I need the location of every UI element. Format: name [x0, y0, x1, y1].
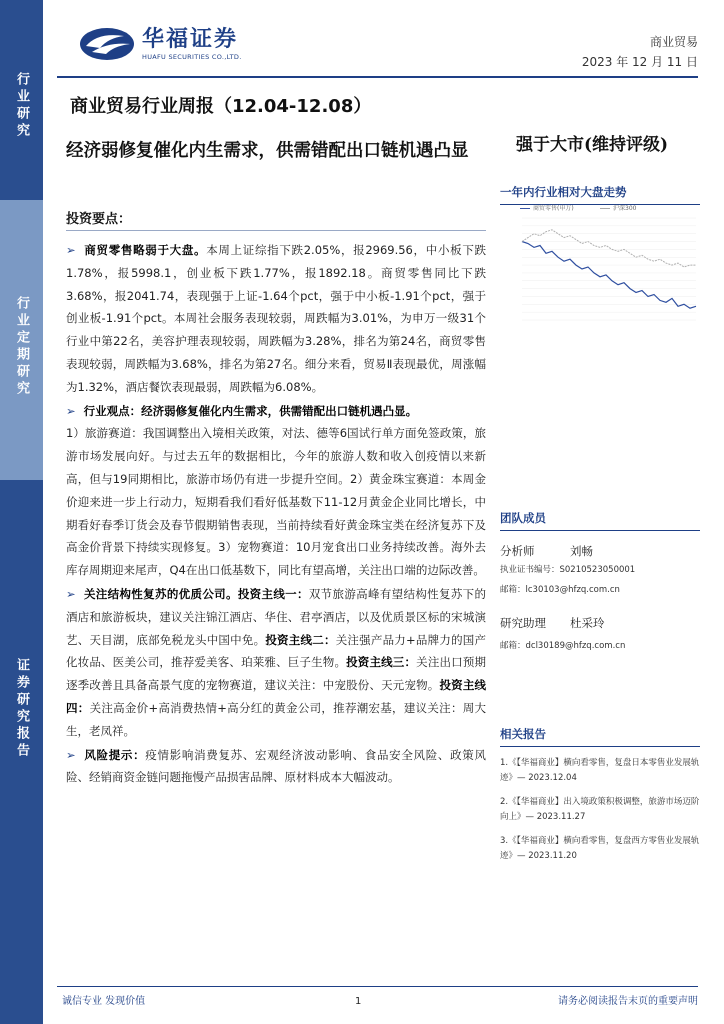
bullet-arrow-icon: ➢: [66, 586, 76, 601]
related-report-1[interactable]: 1.《【华福商业】横向看零售，复盘日本零售业发展轨迹》— 2023.12.04: [500, 758, 700, 783]
rating-label: 强于大市(维持评级): [516, 135, 669, 155]
paragraph-companies-lead: 关注结构性复苏的优质公司。: [83, 586, 238, 601]
bullet-arrow-icon: ➢: [66, 403, 76, 418]
paragraph-view-lead: 行业观点：经济弱修复催化内生需求，供需错配出口链机遇凸显。: [83, 403, 418, 418]
main-content: [66, 208, 486, 790]
report-subtitle: 经济弱修复催化内生需求，供需错配出口链机遇凸显: [66, 141, 469, 161]
mainline-3-text: 关注出口预期逐季改善且具备高景气度的宠物赛道，建议关注：中宠股份、天元宠物。: [66, 655, 487, 693]
mainline-2-label: 投资主线二：: [265, 632, 336, 647]
report-title: 商业贸易行业周报（12.04-12.08）: [70, 96, 372, 117]
member-assistant-email[interactable]: 邮箱：dcl30189@hfzq.com.cn: [500, 641, 626, 651]
bullet-arrow-icon: ➢: [66, 747, 76, 762]
huafu-logo-icon: [78, 26, 136, 62]
company-logo: [78, 26, 242, 62]
related-report-3[interactable]: 3.《【华福商业】横向看零售，复盘西方零售业发展轨迹》— 2023.11.20: [500, 836, 700, 861]
paragraph-risk: [66, 744, 486, 790]
header-category: 商业贸易: [649, 35, 698, 49]
section-title: 投资要点：: [66, 212, 132, 227]
paragraph-view-body: 1）旅游赛道：我国调整出入境相关政策，对法、德等6国试行单方面免签政策，旅游市场发展向好。与过去五年的数据相比，今年的旅游人数和收入创疫情以来新高，但与19同期相比，旅游市场仍有进一步提升空间。2）黄金珠宝赛道：本周金价迎来进一步上行动力，短期看我们看好低基数下11-12月黄金企业同比增长，中期看好春季订货会及春节假期销售表现，当前持续看好黄金珠宝类在经济复苏下及高金价背景下持续实现修复。3）宠物赛道：10月宠食出口业务持续改善。海外去库存周期迎来尾声，Q4在出口低基数下，同比有望高增，关注出口端的边际改善。: [66, 426, 486, 578]
member-assistant: [500, 615, 700, 631]
paragraph-market-body: 本周上证综指下跌2.05%，报2969.56，中小板下跌1.78%，报5998.1，创业板下跌1.77%，报1892.18。商贸零售同比下跌3.68%，报2041.74，表现强于上证-1.64个pct，强于中小板-1.91个pct，强于创业板-1.91个pct。本周社会服务表现较弱，周跌幅为3.01%，为申万一级31个行业中第22名，美容护理表现较弱，周跌幅为3.28%，排名为第24名，商贸零售表现较弱，周跌幅为3.68%，排名为第27名。细分来看，贸易Ⅱ表现最优，周涨幅为1.32%，酒店餐饮表现最弱，周跌幅为6.08%。: [66, 243, 487, 394]
sidebar-block-periodic: [0, 200, 43, 480]
header-date: 2023 年 12 月 11 日: [581, 55, 698, 69]
legend-label-b: 沪深300: [613, 205, 637, 212]
mainline-2-text: 关注强产品力+品牌力的国产化妆品、医美公司，推荐爱美客、珀莱雅、巨子生物。: [66, 632, 487, 670]
sidebar-label-industry: 行业研究: [14, 72, 29, 140]
member-analyst-cert: 执业证书编号：S0210523050001: [500, 565, 636, 575]
logo-english-name: HUAFU SECURITIES CO.,LTD.: [142, 53, 242, 61]
paragraph-market-lead: 商贸零售略弱于大盘。: [83, 243, 207, 257]
member-assistant-name: 杜采玲: [570, 616, 605, 630]
chart-series-line-2: [522, 230, 696, 267]
footer-slogan: 诚信专业 发现价值: [62, 996, 146, 1007]
chart-plot: [500, 202, 700, 324]
relative-performance-chart: [500, 202, 700, 324]
related-report-2[interactable]: 2.《【华福商业】出入境政策积极调整，旅游市场迈阶向上》— 2023.11.27: [500, 797, 700, 822]
member-analyst-email[interactable]: 邮箱：lc30103@hfzq.com.cn: [500, 585, 620, 595]
member-analyst: [500, 543, 700, 559]
footer-disclaimer: 请务必阅读报告末页的重要声明: [558, 996, 698, 1007]
page-number: 1: [355, 996, 362, 1007]
bullet-arrow-icon: ➢: [66, 243, 76, 257]
chart-section-title: 一年内行业相对大盘走势: [500, 184, 700, 205]
member-analyst-role: 分析师: [500, 544, 535, 558]
paragraph-risk-body: 疫情影响消费复苏、宏观经济波动影响、食品安全风险、政策风险、经销商资金链问题拖慢产品损害品牌、原材料成本大幅波动。: [66, 747, 486, 785]
left-sidebar: [0, 0, 43, 1024]
sidebar-label-securities: 证券研究报告: [14, 658, 29, 760]
related-reports: [500, 726, 700, 864]
mainline-1-text: 双节旅游高峰有望结构性复苏下的酒店和旅游板块，建议关注锦江酒店、华住、君亭酒店，以及优质景区标的宋城演艺、天目湖，底部免税龙头中国中免。: [66, 586, 487, 647]
member-analyst-name: 刘畅: [570, 544, 593, 558]
paragraph-risk-lead: 风险提示：: [83, 747, 146, 762]
member-assistant-role: 研究助理: [500, 616, 546, 630]
legend-label-a: 商贸零售(申万): [533, 205, 574, 212]
mainline-1-label: 投资主线一：: [237, 586, 309, 601]
team-section: [500, 510, 700, 651]
section-divider: [66, 230, 486, 231]
header-meta: [582, 32, 698, 72]
paragraph-companies: [66, 583, 486, 743]
sidebar-label-periodic: 行业定期研究: [14, 296, 29, 398]
paragraph-market: [66, 239, 486, 399]
logo-chinese-name: 华福证券: [142, 27, 239, 52]
chart-series-line-1: [522, 242, 696, 309]
team-title: 团队成员: [500, 510, 700, 531]
sidebar-block-industry: [0, 0, 43, 200]
related-title: 相关报告: [500, 726, 700, 747]
mainline-4-label: 投资主线四：: [66, 678, 486, 715]
paragraph-view: [66, 400, 486, 582]
sidebar-block-securities: [0, 480, 43, 1024]
footer-divider: [57, 986, 698, 987]
header-divider: [57, 76, 698, 78]
mainline-3-label: 投资主线三：: [346, 655, 417, 670]
mainline-4-text: 关注高金价+高消费热情+高分红的黄金公司，推荐潮宏基，建议关注：周大生，老凤祥。: [66, 700, 486, 738]
